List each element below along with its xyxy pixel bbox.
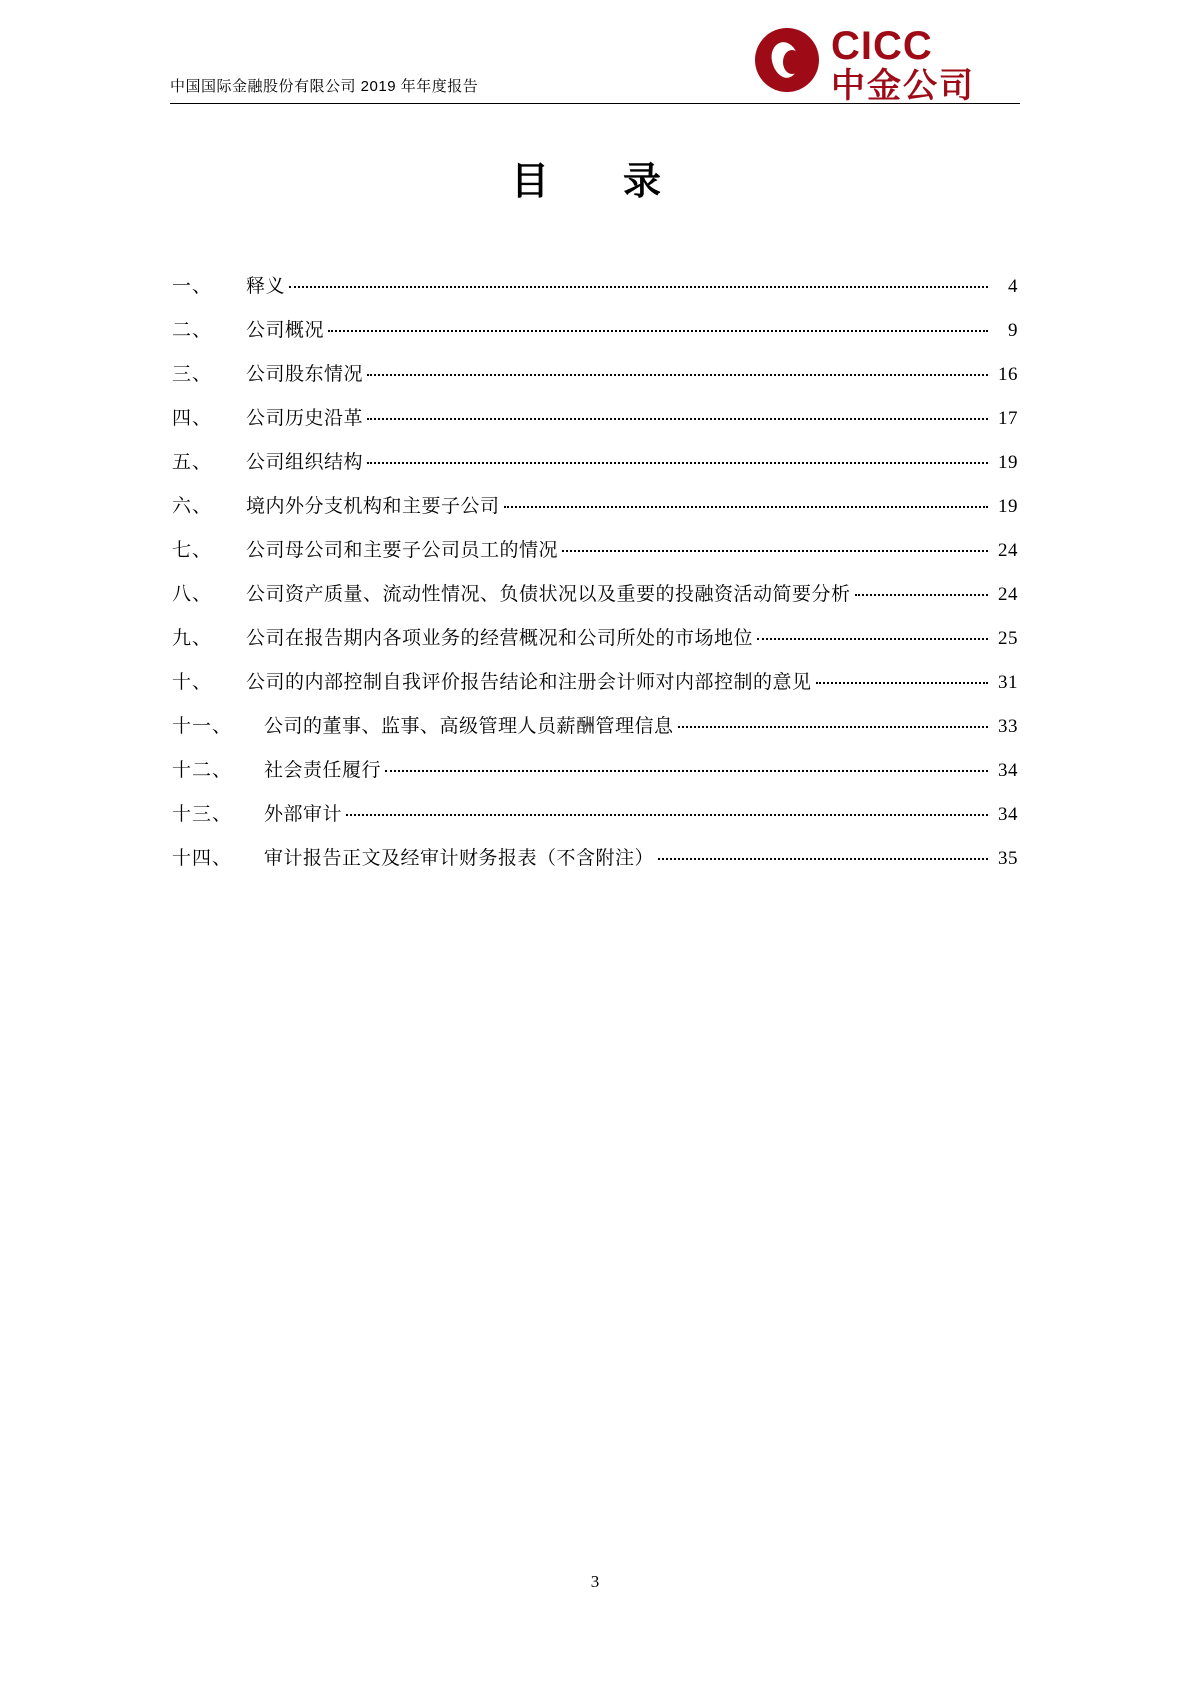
toc-entry-page: 9 (1008, 320, 1018, 341)
toc-entry-number: 十、 (172, 672, 213, 693)
toc-entry-number: 一、 (172, 276, 213, 297)
table-of-contents (172, 265, 1018, 881)
toc-entry-page: 16 (998, 364, 1018, 385)
page-title: 目 录 (510, 161, 679, 203)
toc-entry[interactable] (172, 309, 1018, 353)
toc-leader-dots (367, 461, 988, 464)
page-header (170, 24, 1020, 110)
toc-entry-number: 十二、 (172, 760, 233, 781)
cicc-logo-text (831, 26, 1021, 104)
cicc-logo-english: CICC (831, 24, 933, 68)
toc-entry-number: 十一、 (172, 716, 233, 737)
toc-leader-dots (816, 681, 988, 684)
toc-entry-page: 24 (998, 584, 1018, 605)
toc-entry-page: 25 (998, 628, 1018, 649)
toc-entry-label: 公司的内部控制自我评价报告结论和注册会计师对内部控制的意见 (246, 672, 812, 693)
toc-entry-number: 四、 (172, 408, 213, 429)
toc-entry[interactable] (172, 353, 1018, 397)
toc-entry-page: 31 (998, 672, 1018, 693)
toc-entry-label: 公司概况 (246, 320, 325, 341)
toc-leader-dots (367, 417, 988, 420)
toc-leader-dots (658, 857, 988, 860)
toc-entry[interactable] (172, 837, 1018, 881)
page-footer (0, 1572, 1190, 1592)
toc-entry-label: 公司股东情况 (246, 364, 364, 385)
toc-entry-number: 六、 (172, 496, 213, 517)
toc-entry[interactable] (172, 617, 1018, 661)
toc-entry-page: 19 (998, 452, 1018, 473)
toc-entry-number: 三、 (172, 364, 213, 385)
toc-entry-label: 公司组织结构 (246, 452, 364, 473)
toc-entry-label: 公司在报告期内各项业务的经营概况和公司所处的市场地位 (246, 628, 754, 649)
toc-entry[interactable] (172, 441, 1018, 485)
toc-entry[interactable] (172, 661, 1018, 705)
page-number: 3 (590, 1572, 600, 1591)
toc-entry-page: 4 (1008, 276, 1018, 297)
toc-entry-label: 公司母公司和主要子公司员工的情况 (246, 540, 559, 561)
toc-entry-number: 九、 (172, 628, 213, 649)
toc-leader-dots (289, 285, 988, 288)
toc-entry[interactable] (172, 793, 1018, 837)
toc-entry-label: 公司历史沿革 (246, 408, 364, 429)
toc-leader-dots (367, 373, 988, 376)
cicc-logo-icon (755, 28, 819, 92)
toc-entry-number: 七、 (172, 540, 213, 561)
toc-entry-label: 审计报告正文及经审计财务报表（不含附注） (264, 848, 655, 869)
toc-entry[interactable] (172, 485, 1018, 529)
toc-entry-label: 境内外分支机构和主要子公司 (246, 496, 500, 517)
toc-entry[interactable] (172, 265, 1018, 309)
toc-entry-page: 35 (998, 848, 1018, 869)
toc-leader-dots (678, 725, 988, 728)
toc-entry-label: 释义 (246, 276, 286, 297)
toc-entry-page: 33 (998, 716, 1018, 737)
toc-entry[interactable] (172, 573, 1018, 617)
header-title: 中国国际金融股份有限公司 2019 年年度报告 (170, 78, 479, 95)
toc-entry-number: 八、 (172, 584, 213, 605)
toc-entry-page: 17 (998, 408, 1018, 429)
toc-entry-label: 公司的董事、监事、高级管理人员薪酬管理信息 (264, 716, 674, 737)
toc-leader-dots (385, 769, 988, 772)
toc-entry-page: 34 (998, 760, 1018, 781)
toc-entry-label: 社会责任履行 (264, 760, 382, 781)
toc-leader-dots (328, 329, 988, 332)
cicc-logo (755, 22, 1020, 104)
toc-entry-number: 十三、 (172, 804, 233, 825)
toc-leader-dots (855, 593, 988, 596)
toc-entry-page: 24 (998, 540, 1018, 561)
toc-entry-page: 34 (998, 804, 1018, 825)
toc-entry[interactable] (172, 705, 1018, 749)
toc-leader-dots (562, 549, 988, 552)
cicc-logo-chinese: 中金公司 (831, 67, 975, 105)
toc-entry-number: 十四、 (172, 848, 233, 869)
toc-entry-label: 外部审计 (264, 804, 343, 825)
toc-entry-page: 19 (998, 496, 1018, 517)
toc-entry[interactable] (172, 749, 1018, 793)
toc-entry-number: 五、 (172, 452, 213, 473)
toc-leader-dots (504, 505, 988, 508)
toc-leader-dots (757, 637, 988, 640)
toc-entry[interactable] (172, 397, 1018, 441)
toc-entry-number: 二、 (172, 320, 213, 341)
toc-leader-dots (346, 813, 988, 816)
toc-entry[interactable] (172, 529, 1018, 573)
toc-entry-label: 公司资产质量、流动性情况、负债状况以及重要的投融资活动简要分析 (246, 584, 851, 605)
